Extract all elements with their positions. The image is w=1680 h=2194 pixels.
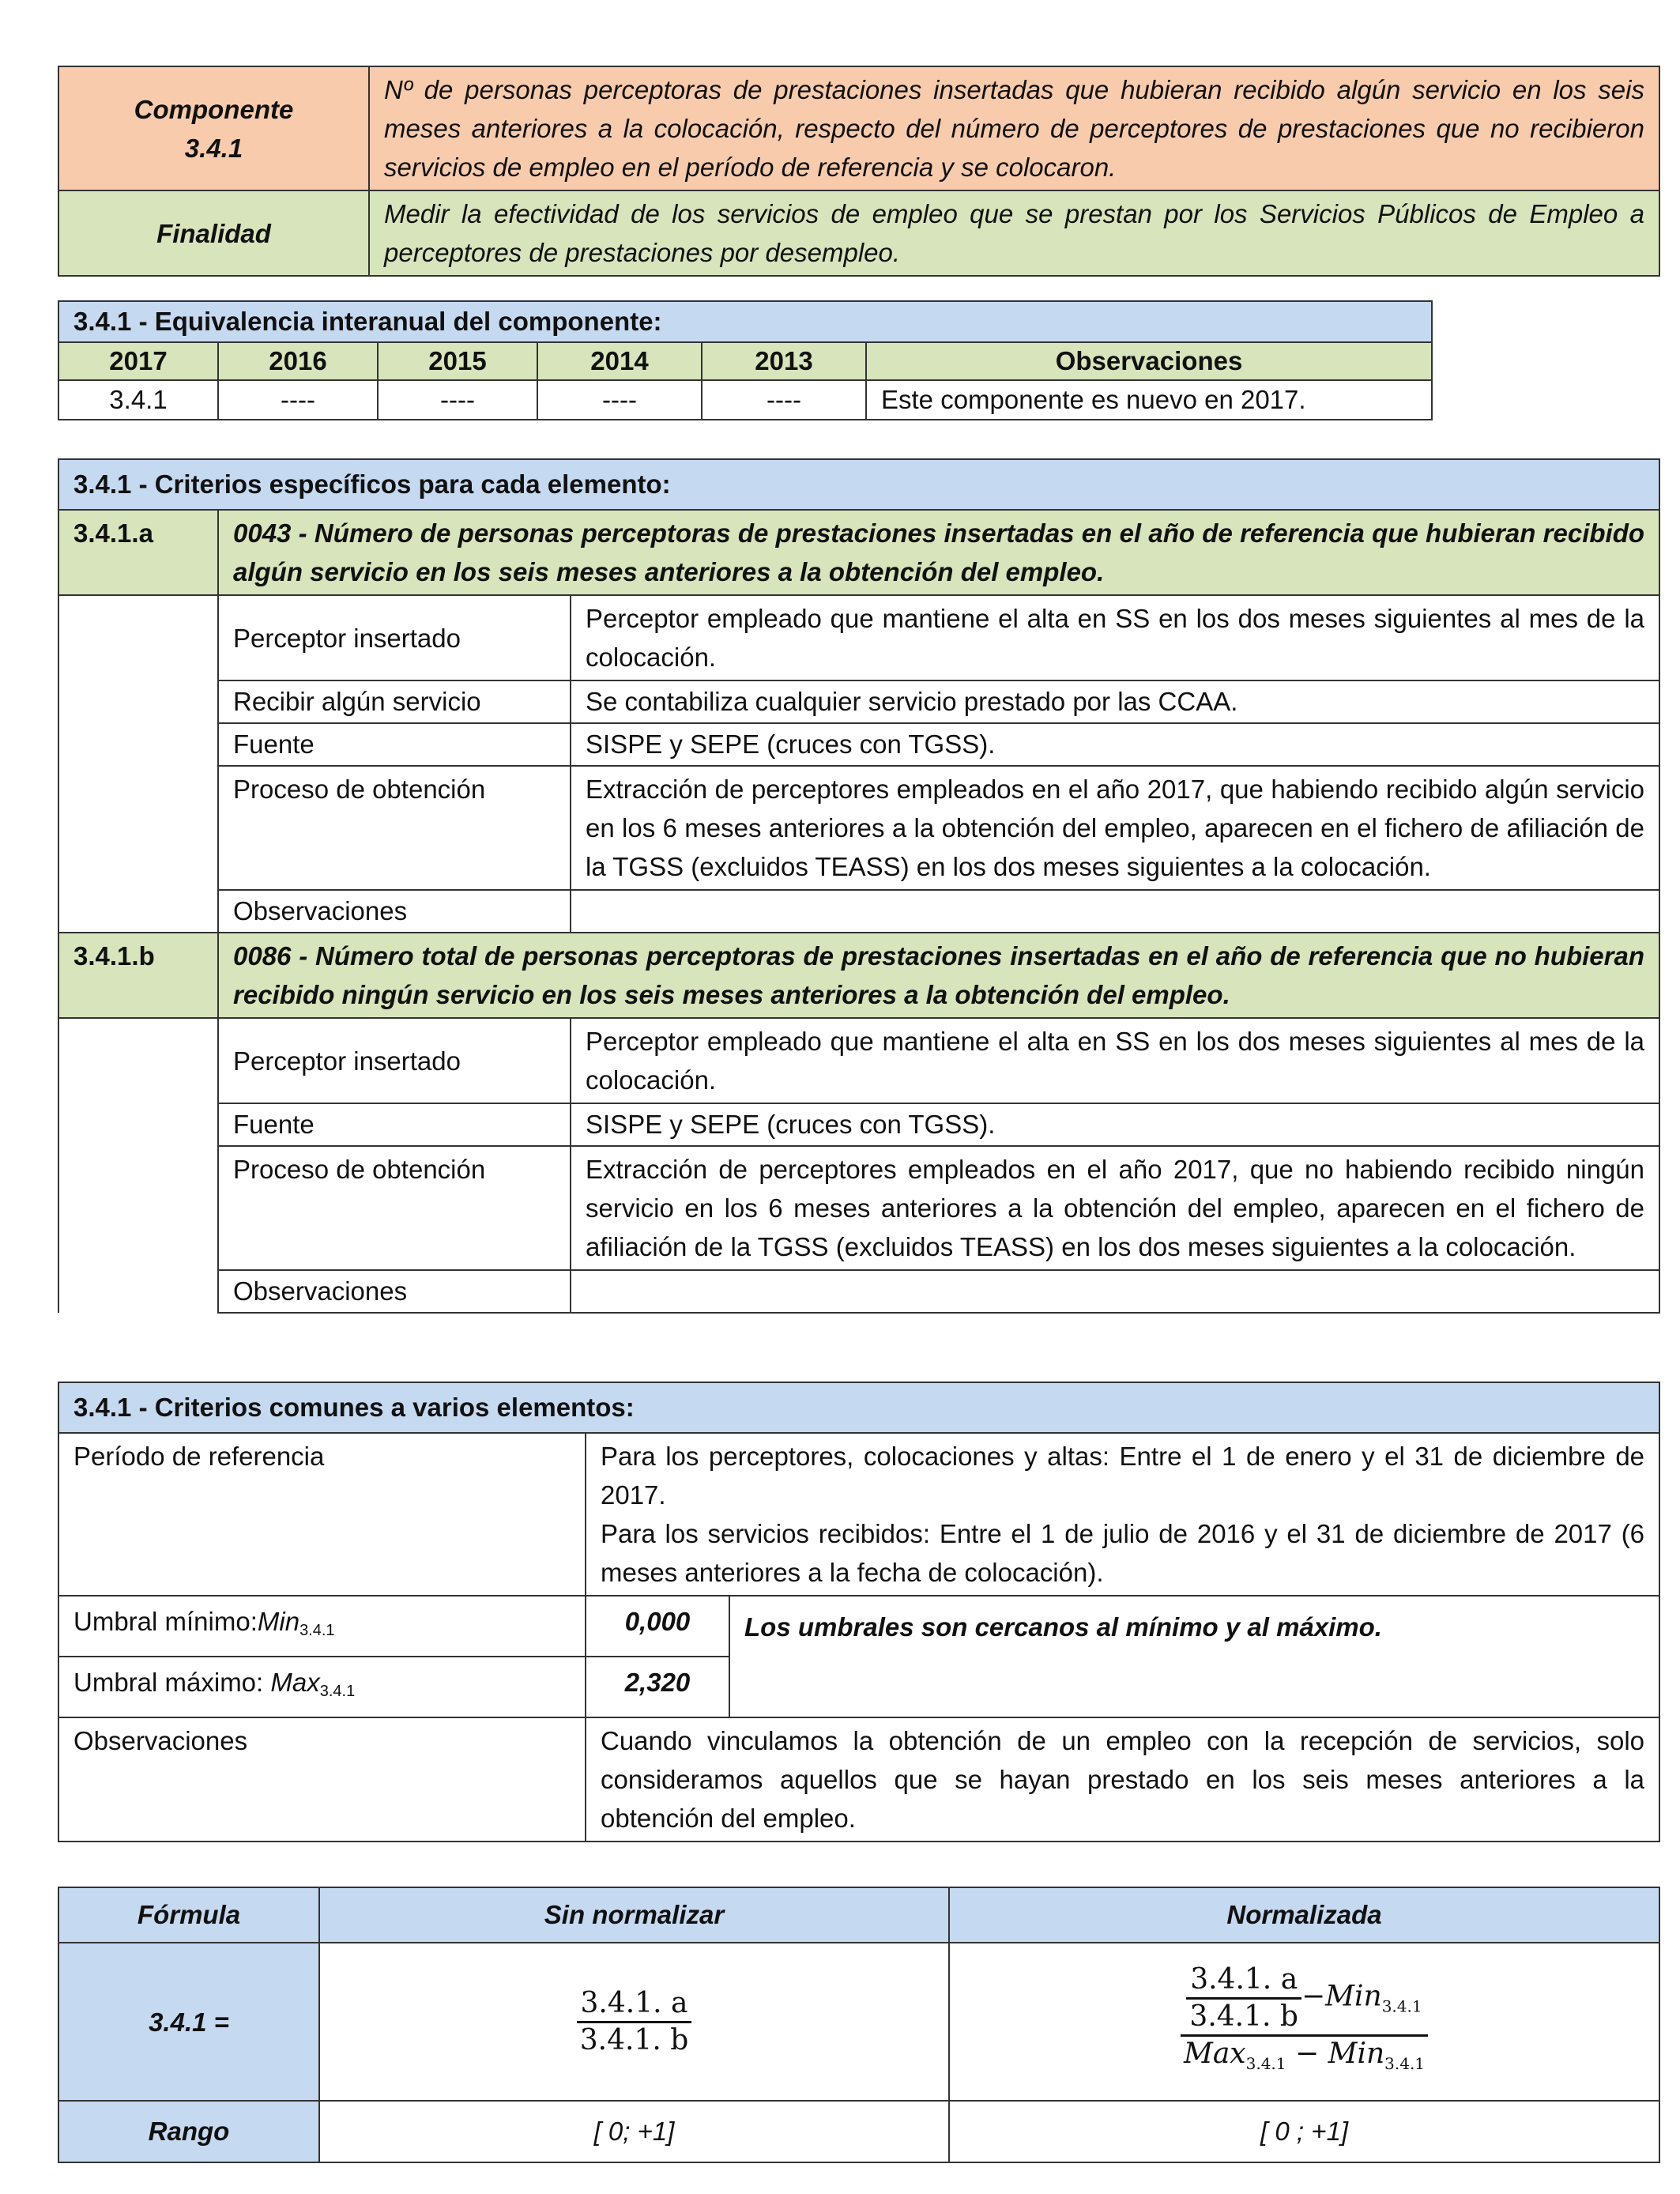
common-title: 3.4.1 - Criterios comunes a varios elementos: [58,1382,1659,1433]
criteria-value: Se contabiliza cualquier servicio prestado por las CCAA. [571,680,1659,723]
equivalence-observation: Este componente es nuevo en 2017. [866,380,1432,420]
component-label: Componente 3.4.1 [58,66,369,190]
norm-inner-den: 3.4.1. b [1186,1997,1301,2034]
range-label: Rango [58,2101,319,2162]
element-b-spacer [58,1018,218,1313]
period-label: Período de referencia [58,1433,586,1596]
range-normalized: [ 0 ; +1] [949,2101,1659,2162]
max-subscript: 3.4.1 [319,1683,356,1700]
norm-max: Max [1183,2038,1246,2070]
min-symbol: Min [257,1607,300,1636]
criteria-key: Proceso de obtención [218,1146,571,1270]
equivalence-title: 3.4.1 - Equivalencia interanual del componente: [58,301,1432,342]
specific-criteria-table [58,458,1660,1314]
min-label-text: Umbral mínimo: [73,1607,258,1636]
purpose-label: Finalidad [58,190,369,276]
specific-title: 3.4.1 - Criterios específicos para cada elemento: [58,459,1659,510]
equivalence-cell: ---- [537,380,702,420]
criteria-value: Perceptor empleado que mantiene el alta en SS en los dos meses siguientes al mes de la colocación. [571,1018,1659,1103]
equivalence-table [58,300,1433,420]
range-raw: [ 0; +1] [319,2101,949,2162]
norm-minus-2: − [1294,2038,1320,2070]
norm-inner-fraction [1186,1962,1301,2034]
criteria-value: SISPE y SEPE (cruces con TGSS). [571,723,1659,766]
norm-min-2: Min [1328,2038,1385,2070]
max-threshold-value: 2,320 [586,1657,729,1717]
criteria-key: Recibir algún servicio [218,680,571,723]
max-threshold-label [58,1657,586,1717]
max-symbol: Max [270,1668,320,1697]
period-text-1: Para los perceptores, colocaciones y altas: Entre el 1 de enero y el 31 de diciembre de 2017. [601,1442,1645,1510]
formula-header: Sin normalizar [319,1887,949,1943]
min-threshold-label [58,1596,586,1657]
formula-header: Fórmula [58,1887,319,1943]
element-b-id: 3.4.1.b [58,933,218,1018]
threshold-note: Los umbrales son cercanos al mínimo y al máximo. [729,1596,1659,1717]
equivalence-cell: ---- [378,380,537,420]
min-threshold-value: 0,000 [586,1596,729,1657]
norm-min-1: Min [1325,1980,1382,2013]
norm-max-sub: 3.4.1 [1245,2054,1286,2073]
criteria-key: Perceptor insertado [218,595,571,680]
criteria-value: SISPE y SEPE (cruces con TGSS). [571,1103,1659,1146]
norm-inner-num: 3.4.1. a [1190,1963,1298,1996]
min-subscript: 3.4.1 [299,1622,335,1639]
equivalence-header: 2014 [537,342,702,380]
purpose-text: Medir la efectividad de los servicios de empleo que se prestan por los Servicios Públicos de Empleo a perceptores de prestaciones por desempleo. [369,190,1659,276]
raw-numerator: 3.4.1. a [580,1986,688,2019]
formula-table [58,1887,1660,2163]
criteria-key: Perceptor insertado [218,1018,571,1103]
equivalence-header: Observaciones [866,342,1432,380]
formula-normalized [949,1943,1659,2101]
equivalence-cell: ---- [702,380,866,420]
common-criteria-table [58,1382,1660,1842]
equivalence-header: 2016 [218,342,378,380]
equivalence-cell: 3.4.1 [58,380,218,420]
criteria-value [571,1270,1659,1313]
criteria-value [571,890,1659,933]
period-text-2: Para los servicios recibidos: Entre el 1 de julio de 2016 y el 31 de diciembre de 2017 (6 meses anteriores a la fecha de colocación). [601,1519,1645,1587]
common-obs-value: Cuando vinculamos la obtención de un empleo con la recepción de servicios, solo consideramos aquellos que se hayan prestado en los seis meses anteriores a la obtención del empleo. [586,1717,1659,1842]
formula-raw [319,1943,949,2101]
formula-label: 3.4.1 = [58,1943,319,2101]
raw-denominator: 3.4.1. b [577,2021,692,2058]
element-a-id: 3.4.1.a [58,510,218,595]
criteria-key: Fuente [218,723,571,766]
norm-minus-1: − [1301,1980,1326,2013]
criteria-value: Perceptor empleado que mantiene el alta en SS en los dos meses siguientes al mes de la colocación. [571,595,1659,680]
equivalence-header: 2015 [378,342,537,380]
element-b-name: 0086 - Número total de personas perceptoras de prestaciones insertadas en el año de referencia que no hubieran recibido ningún servicio en los seis meses anteriores a la obtención del empleo. [218,933,1659,1018]
component-description: Nº de personas perceptoras de prestaciones insertadas que hubieran recibido algún servicio en los seis meses anteriores a la colocación, respecto del número de perceptores de prestaciones que no recibieron servicios de empleo en el período de referencia y se colocaron. [369,66,1659,190]
formula-header: Normalizada [949,1887,1659,1943]
element-a-spacer [58,595,218,933]
equivalence-header: 2013 [702,342,866,380]
max-label-text: Umbral máximo: [73,1668,271,1697]
criteria-key: Fuente [218,1103,571,1146]
common-obs-label: Observaciones [58,1717,586,1842]
norm-denominator [1181,2034,1428,2081]
criteria-value: Extracción de perceptores empleados en el año 2017, que no habiendo recibido ningún servicio en los 6 meses anteriores a la obtención del empleo, aparecen en el fichero de afiliación de la TGSS (excluidos TEASS) en los dos meses siguientes a la colocación. [571,1146,1659,1270]
element-a-name: 0043 - Número de personas perceptoras de prestaciones insertadas en el año de referencia que hubieran recibido algún servicio en los seis meses anteriores a la obtención del empleo. [218,510,1659,595]
norm-numerator [1181,1962,1428,2034]
norm-fraction [1181,1962,1428,2081]
raw-fraction [577,1986,692,2058]
criteria-value: Extracción de perceptores empleados en el año 2017, que habiendo recibido algún servicio en los 6 meses anteriores a la obtención del empleo, aparecen en el fichero de afiliación de la TGSS (excluidos TEASS) en los dos meses siguientes a la colocación. [571,766,1659,890]
criteria-key: Observaciones [218,890,571,933]
criteria-key: Proceso de obtención [218,766,571,890]
equivalence-header: 2017 [58,342,218,380]
criteria-key: Observaciones [218,1270,571,1313]
norm-min-sub-1: 3.4.1 [1381,1996,1422,2016]
period-value [586,1433,1659,1596]
equivalence-cell: ---- [218,380,378,420]
component-table [58,66,1660,277]
norm-min-sub-2: 3.4.1 [1384,2054,1426,2073]
